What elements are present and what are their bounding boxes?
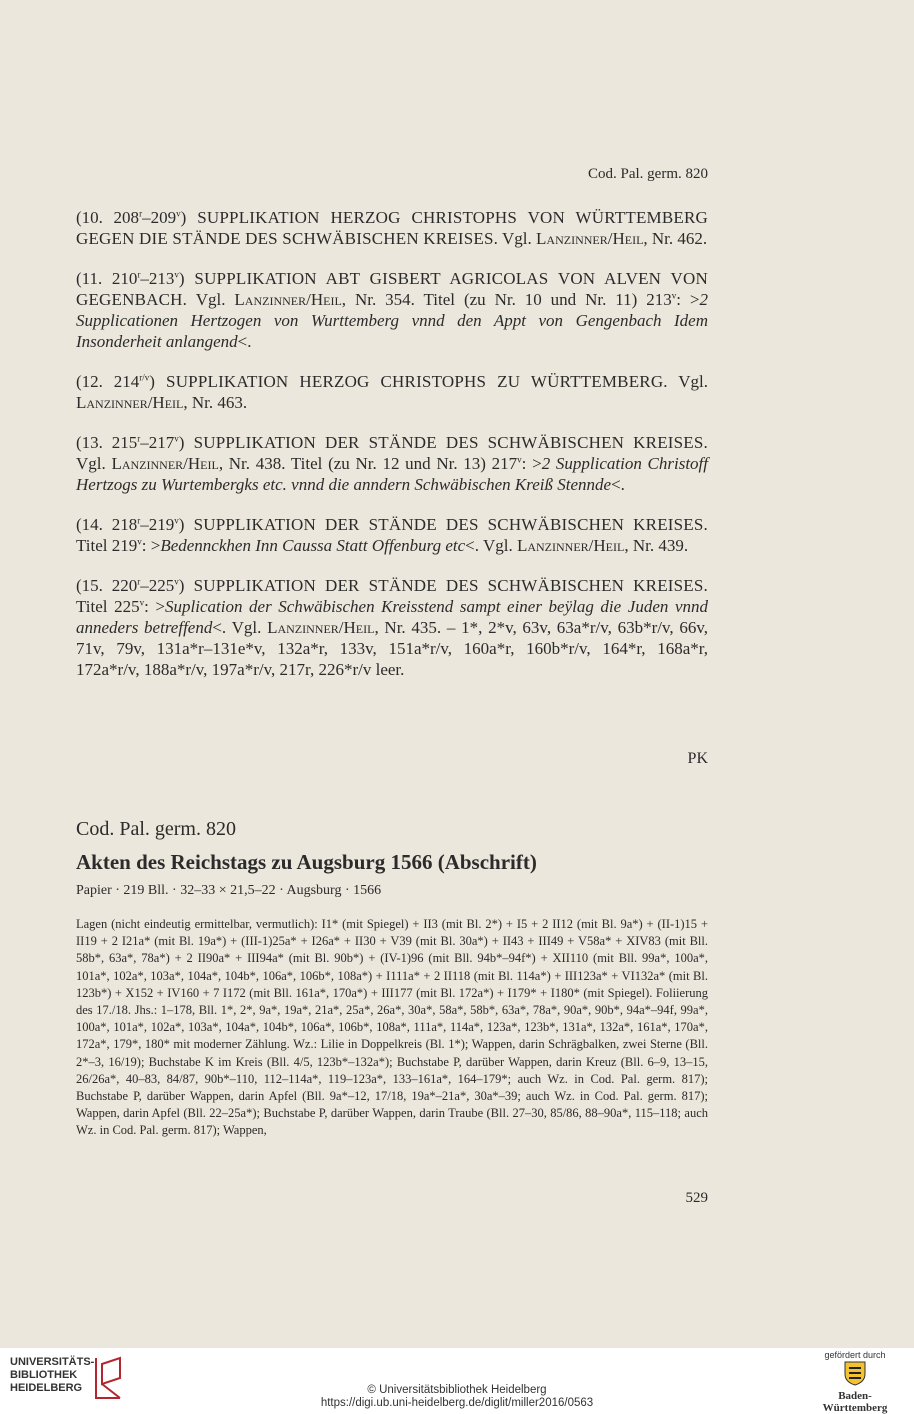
entry-14: (14. 218$^r$–219$^v$) SUPPLIKATION DER STÄNDE DES SCHWÄBISCHEN KREISES. Titel $219^v$: >Bedennckhen Inn Caussa Statt Offenburg etc<. Vgl. Lanzinner/Heil, Nr. 439. [76, 515, 708, 555]
entries-block [76, 207, 708, 699]
running-header: Cod. Pal. germ. 820 [588, 166, 708, 182]
sponsor-block: gefördert durch Baden-Württemberg [822, 1350, 888, 1414]
page-number: 529 [685, 1190, 708, 1206]
author-initials: PK [687, 750, 708, 767]
entry-10: (10. 208$^r$–209$^v$) SUPPLIKATION HERZOG CHRISTOPHS VON WÜRTTEMBERG GEGEN DIE STÄNDE DES SCHWÄBISCHEN KREISES. Vgl. Lanzinner/Heil, Nr. 462. [76, 208, 708, 248]
codex-metadata: Papier · 219 Bll. · 32–33 × 21,5–22 · Augsburg · 1566 [76, 883, 382, 898]
codex-title: Cod. Pal. germ. 820 [76, 818, 236, 840]
coat-of-arms-icon [841, 1360, 869, 1386]
ub-heidelberg-logo[interactable]: UNIVERSITÄTS- BIBLIOTHEK HEIDELBERG [10, 1356, 95, 1394]
permalink[interactable]: https://digi.ub.uni-heidelberg.de/diglit/miller2016/0563 [320, 1397, 594, 1409]
entry-11: (11. 210$^r$–213$^v$) SUPPLIKATION ABT GISBERT AGRICOLAS VON ALVEN VON GEGENBACH. Vgl. Lanzinner/Heil, Nr. 354. Titel (zu Nr. 10 und Nr. 11) $213^v$: >2 Supplicationen Hertzogen von Wurttemberg vnnd den Appt von Gengenbach Idem Insonderheit anlangend<. [76, 269, 709, 351]
entry-12: (12. $214^{r/v}$) SUPPLIKATION HERZOG CHRISTOPHS ZU WÜRTTEMBERG. Vgl. Lanzinner/Heil, Nr. 463. [76, 372, 708, 412]
codex-description: Lagen (nicht eindeutig ermittelbar, vermutlich): I1* (mit Spiegel) + II3 (mit Bl. 2*) + I5 + 2 II12 (mit Bl. 9a*) + (II-1)15 + II19 + 2 I21a* (mit Bl. 19a*) + (III-1)25a* + I26a* + II30 + V39 (mit Bl. 30a*) + II43 + III49 + V58a* + XIV83 (mit Bll. 58b*, 63a*, 78a*) + 2 II90a* + III94a* (mit Bl. 90b*) + (IV-1)96 (mit Bll. 94b*–94f*) + XII110 (mit Bll. 99a*, 100a*, 101a*, 102a*, 103a*, 104a*, 104b*, 106a*, 106b*, 108a*) + I111a* + 2 II118 (mit Bl. 114a*) + III123a* + VI132a* (mit Bl. 123b*) + X152 + IV160 + 7 I172 (mit Bll. 161a*, 170a*) + III177 (mit Bl. 172a*) + I179* + I180* (mit Spiegel). Foliierung des 17./18. Jhs.: 1–178, Bll. 1*, 2*, 9a*, 19a*, 21a*, 25a*, 26a*, 30a*, 58a*, 58b*, 63a*, 78a*, 90a*, 90b*, 94a*–94f, 99a*, 100a*, 101a*, 102a*, 103a*, 104a*, 104b*, 106a*, 106b*, 108a*, 111a*, 114a*, 123a*, 123b*, 131a*, 132a*, 161a*, 170a*, 172a*, 179*, 180* mit moderner Zählung. Wz.: Lilie in Doppelkreis (Bl. 1*); Wappen, darin Schrägbalken, zwei Sterne (Bll. 2*–3, 16/19); Buchstabe K im Kreis (Bll. 4/5, 123b*–132a*); Buchstabe P, darüber Wappen, darin Kreuz (Bll. 6–9, 13–15, 26/26a*, 40–83, 84/87, 90b*–110, 112–114a*, 119–123a*, 133–161a*, 164–179*; auch Wz. in Cod. Pal. germ. 817); Buchstabe P, darüber Wappen, darin Apfel (Bll. 9a*–12, 17/18, 19a*–21a*, 30a*–39; auch Wz. in Cod. Pal. germ. 817); Wappen, darin Apfel (Bll. 22–25a*); Buchstabe P, darüber Wappen, darin Traube (Bll. 27–30, 85/86, 88–90a*, 115–118; auch Wz. in Cod. Pal. germ. 817); Wappen, [76, 917, 708, 1138]
copyright-notice: © Universitätsbibliothek Heidelberg https://digi.ub.uni-heidelberg.de/diglit/miller2016/0563 [0, 1384, 914, 1410]
footer [0, 1348, 914, 1414]
entry-13: (13. 215$^r$–217$^v$) SUPPLIKATION DER STÄNDE DES SCHWÄBISCHEN KREISES. Vgl. Lanzinner/Heil, Nr. 438. Titel (zu Nr. 12 und Nr. 13) $217^v$: >2 Supplication Christoff Hertzogs zu Wurtembergks etc. vnnd die anndern Schwäbischen Kreiß Stennde<. [76, 433, 708, 494]
codex-subtitle: Akten des Reichstags zu Augsburg 1566 (Abschrift) [76, 850, 537, 874]
entry-15: (15. 220$^r$–225$^v$) SUPPLIKATION DER STÄNDE DES SCHWÄBISCHEN KREISES. Titel $225^v$: >Suplication der Schwäbischen Kreisstend sampt einer beÿlag die Juden vnnd anneders betreffend<. Vgl. Lanzinner/Heil, Nr. 435. – 1*, 2*v, 63v, 63a*r/v, 63b*r/v, 66v, 71v, 79v, 131a*r–131e*v, 132a*r, 133v, 151a*r/v, 160a*r, 160b*r/v, 164*r, 168a*r, 172a*r/v, 188a*r/v, 197a*r/v, 217r, 226*r/v leer. [76, 576, 709, 679]
